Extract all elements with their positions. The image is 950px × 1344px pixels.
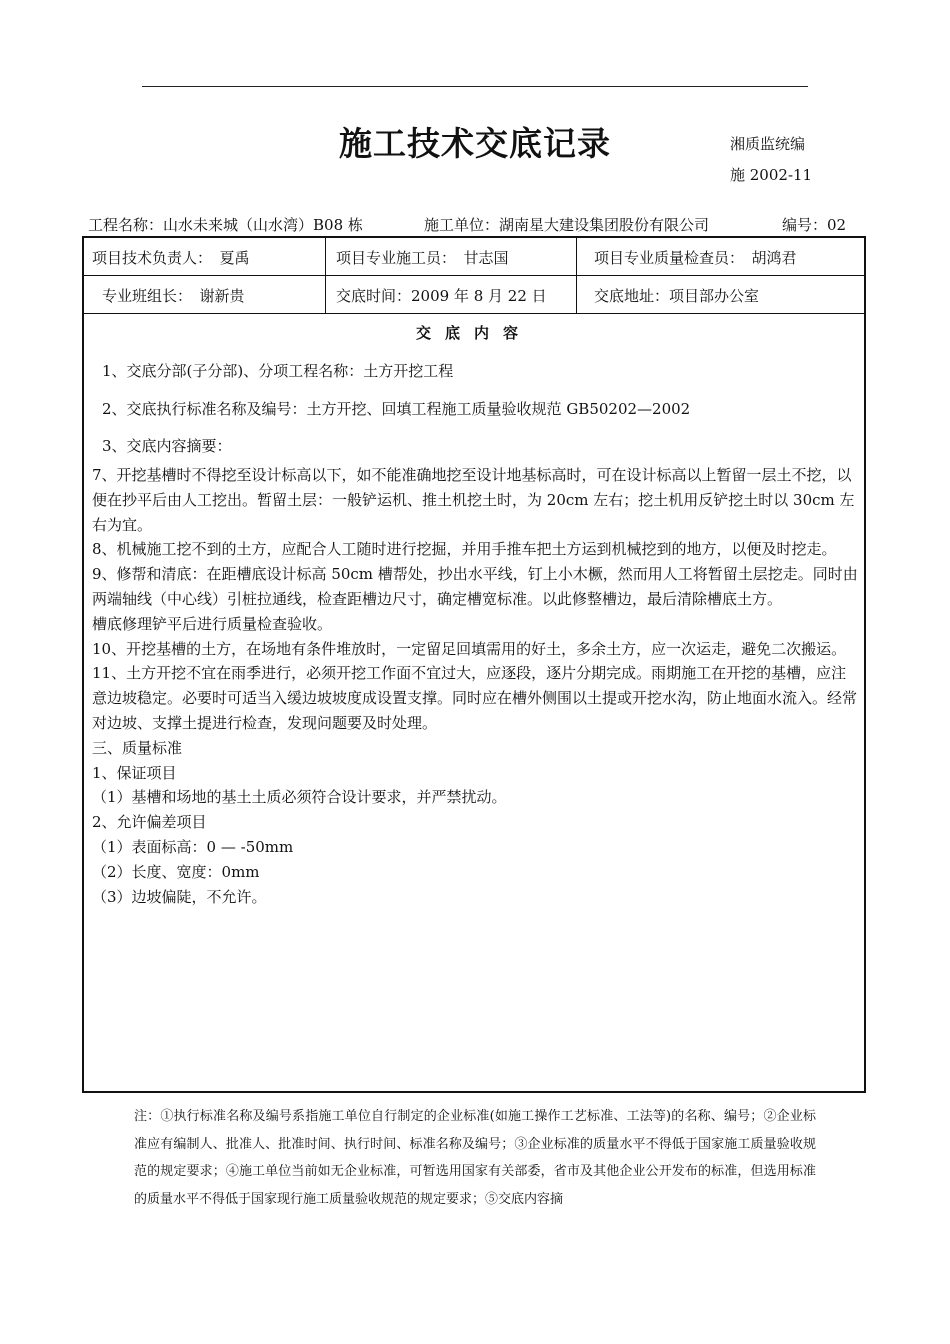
footnote: 注：①执行标准名称及编号系指施工单位自行制定的企业标准(如施工操作工艺标准、工法等)的名称、编号；②企业标准应有编制人、批准人、批准时间、执行时间、标准名称及编号；③企业标准的质量水平不得低于国家施工质量验收规范的规定要求；④施工单位当前如无企业标准，可暂选用国家有关部委，省市及其他企业公开发布的标准，但选用标准的质量水平不得低于国家现行施工质量验收规范的规定要求；⑤交底内容摘 <box>134 1109 816 1207</box>
body-paragraph: 2、允许偏差项目 <box>92 813 207 832</box>
content-heading: 交底内容 <box>415 324 532 342</box>
body-paragraph: 7、开挖基槽时不得挖至设计标高以下，如不能准确地挖至设计地基标高时，可在设计标高以上暂留一层土不挖，以便在抄平后由人工挖出。暂留土层：一般铲运机、推土机挖土时，为 20cm 左右；挖土机用反铲挖土时以 30cm 左右为宜。 <box>92 466 855 534</box>
column-divider <box>325 238 326 313</box>
page-title: 施工技术交底记录 <box>339 124 611 163</box>
body-paragraph: 8、机械施工挖不到的土方，应配合人工随时进行挖掘，并用手推车把土方运到机械挖到的地方，以便及时挖走。 <box>92 540 837 559</box>
team-leader: 专业班组长： 谢新贵 <box>102 287 245 305</box>
construction-unit: 施工单位：湖南星大建设集团股份有限公司 <box>424 216 710 234</box>
briefing-table <box>82 236 866 1093</box>
column-divider <box>576 238 577 313</box>
section-heading: 三、质量标准 <box>92 738 183 757</box>
project-name: 工程名称：山水未来城（山水湾）B08 栋 <box>88 216 363 234</box>
body-paragraph: 10、开挖基槽的土方，在场地有条件堆放时，一定留足回填需用的好土，多余土方，应一次运走，避免二次搬运。 <box>92 639 847 658</box>
quality-inspector: 项目专业质量检查员： 胡鸿君 <box>594 249 797 267</box>
tech-lead: 项目技术负责人： 夏禹 <box>92 249 250 267</box>
body-paragraph: 槽底修理铲平后进行质量检查验收。 <box>92 614 333 633</box>
header-rule <box>142 86 808 87</box>
body-paragraph: （3）边坡偏陡，不允许。 <box>92 887 267 906</box>
row-divider <box>84 275 864 276</box>
content-body <box>92 463 860 909</box>
body-paragraph: （1）表面标高：0 — -50mm <box>92 837 294 856</box>
content-item-3: 3、交底内容摘要： <box>102 437 232 455</box>
body-paragraph: 9、修帮和清底：在距槽底设计标高 50cm 槽帮处，抄出水平线，钉上小木橛，然而用人工将暂留土层挖走。同时由两端轴线（中心线）引桩拉通线，检查距槽边尺寸，确定槽宽标准。以此修整槽边，最后清除槽底土方。 <box>92 565 858 608</box>
body-paragraph: 11、土方开挖不宜在雨季进行，必须开挖工作面不宜过大，应逐段，逐片分期完成。雨期施工在开挖的基槽，应注意边坡稳定。必要时可适当入缓边坡坡度成设置支撑。同时应在槽外侧围以土提或开挖水沟，防止地面水流入。经常对边坡、支撑土提进行检查，发现问题要及时处理。 <box>92 664 858 732</box>
form-code-2: 施 2002-11 <box>730 166 813 184</box>
body-paragraph: （2）长度、宽度：0mm <box>92 862 260 881</box>
form-code-1: 湘质监统编 <box>730 135 806 153</box>
site-worker: 项目专业施工员： 甘志国 <box>336 249 509 267</box>
record-number: 编号：02 <box>782 216 847 234</box>
content-item-1: 1、交底分部(子分部)、分项工程名称：土方开挖工程 <box>102 362 454 380</box>
briefing-time: 交底时间：2009 年 8 月 22 日 <box>336 287 547 305</box>
content-item-2: 2、交底执行标准名称及编号：土方开挖、回填工程施工质量验收规范 GB50202—2002 <box>102 400 691 418</box>
body-paragraph: （1）基槽和场地的基土土质必须符合设计要求，并严禁扰动。 <box>92 788 507 807</box>
row-divider <box>84 313 864 314</box>
briefing-place: 交底地址：项目部办公室 <box>594 287 760 305</box>
body-paragraph: 1、保证项目 <box>92 763 177 782</box>
